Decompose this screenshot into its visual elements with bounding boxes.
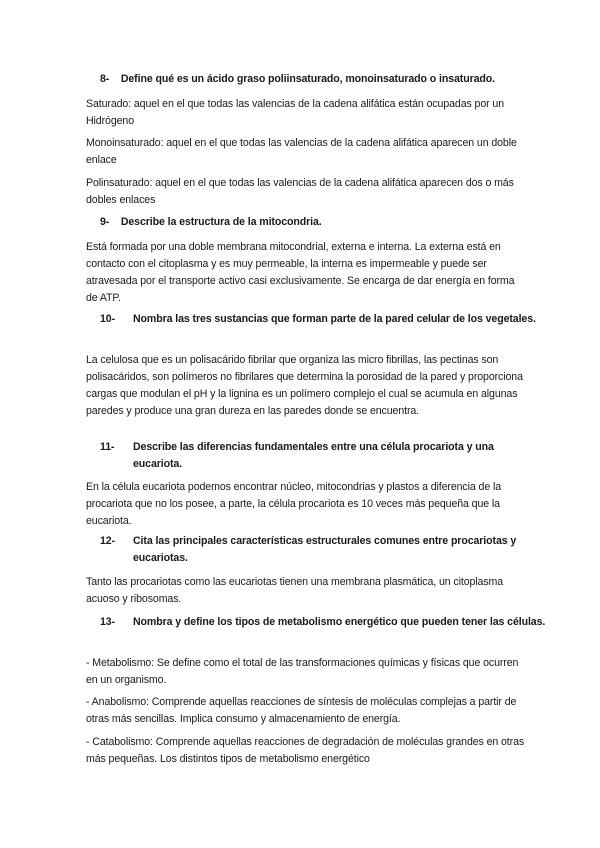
question-text: Cita las principales características estructurales comunes entre procariotas y eucariotas. xyxy=(133,535,517,564)
question-number: 11- xyxy=(100,441,115,453)
question-text: Describe la estructura de la mitocondria. xyxy=(120,216,322,228)
question-text: Describe las diferencias fundamentales entre una célula procariota y una eucariota. xyxy=(133,441,494,470)
question-number: 9- xyxy=(100,216,110,228)
question-text: Define qué es un ácido graso poliinsaturado, monoinsaturado o insaturado. xyxy=(120,73,495,85)
question-text: Nombra y define los tipos de metabolismo energético que pueden tener las células. xyxy=(133,616,546,628)
answer-q9: Está formada por una doble membrana mitocondrial, externa e interna. La externa está en contacto con el citoplasma y es muy permeable, la interna es impermeable y puede ser atravesada por el transporte activo casi exclusivamente. Se encarga de dar energía en forma de ATP. xyxy=(86,241,515,304)
answer-q13-metabolismo: - Metabolismo: Se define como el total de las transformaciones químicas y físicas que ocurren en un organismo. xyxy=(86,657,519,686)
question-number: 10- xyxy=(100,313,116,325)
question-number: 12- xyxy=(100,535,116,547)
answer-q8-saturado: Saturado: aquel en el que todas las valencias de la cadena alifática están ocupadas por un Hidrógeno xyxy=(86,98,504,127)
question-number: 13- xyxy=(100,616,116,628)
question-number: 8- xyxy=(100,73,110,85)
question-12 xyxy=(100,533,553,567)
answer-q13-anabolismo: - Anabolismo: Comprende aquellas reacciones de síntesis de moléculas complejas a partir de otras más sencillas. Implica consumo y almacenamiento de energía. xyxy=(86,696,517,725)
answer-q13-catabolismo: - Catabolismo: Comprende aquellas reacciones de degradación de moléculas grandes en otras más pequeñas. Los distintos tipos de metabolismo energético xyxy=(86,736,525,765)
answer-q12: Tanto las procariotas como las eucariotas tienen una membrana plasmática, un citoplasma acuoso y ribosomas. xyxy=(86,576,504,605)
answer-q8-polinsaturado: Polinsaturado: aquel en el que todas las valencias de la cadena alifática aparecen dos o más dobles enlaces xyxy=(86,177,514,206)
answer-q10: La celulosa que es un polisacárido fibrilar que organiza las micro fibrillas, las pectinas son polisacáridos, son polímeros no fibrilares que determina la porosidad de la pared y proporciona cargas que modulan el pH y la lignina es un polímero complejo el cual se acumula en algunas paredes y produce una gran dureza en las paredes donde se encuentra. xyxy=(86,354,523,417)
question-text: Nombra las tres sustancias que forman parte de la pared celular de los vegetales. xyxy=(133,313,536,325)
question-10 xyxy=(100,311,543,328)
answer-q11: En la célula eucariota podemos encontrar núcleo, mitocondrias y plastos a diferencia de la procariota que no los posee, a parte, la célula procariota es 10 veces más pequeña que la eucariota. xyxy=(86,481,501,527)
question-8 xyxy=(100,71,530,88)
question-11 xyxy=(100,439,543,473)
question-9 xyxy=(100,214,530,231)
question-13 xyxy=(100,614,553,631)
answer-q8-monoinsaturado: Monoinsaturado: aquel en el que todas las valencias de la cadena alifática aparecen un doble enlace xyxy=(86,137,517,166)
